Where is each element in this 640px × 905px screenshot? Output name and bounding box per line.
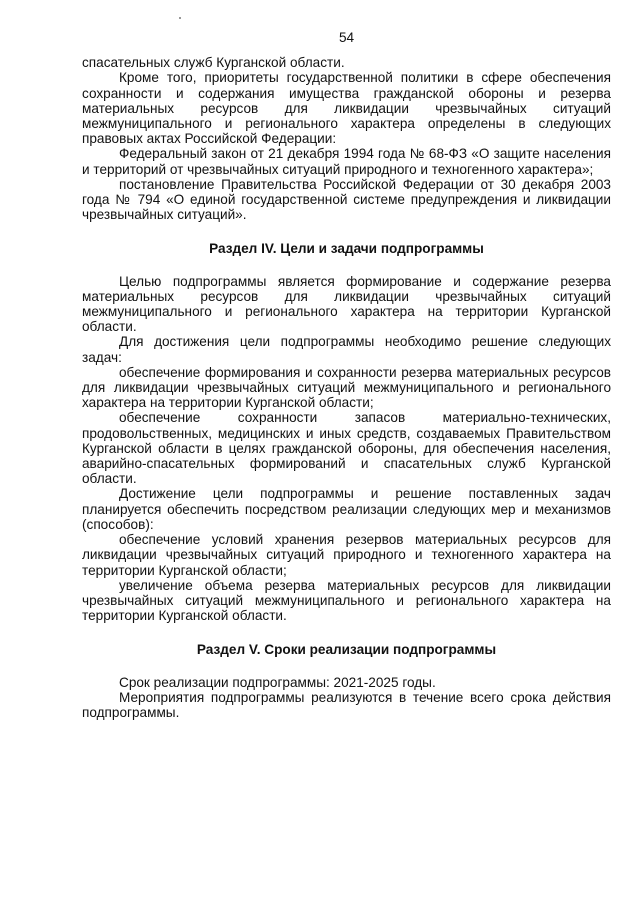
section-4-paragraph: Целью подпрограммы является формирование и содержание резерва материальных ресурсов для ликвидации чрезвычайных ситуаций межмуниципального и регионального характера на территории Курганской области. — [82, 273, 611, 335]
section-4-paragraph: Для достижения цели подпрограммы необходимо решение следующих задач: — [82, 334, 611, 365]
section-4-heading: Раздел IV. Цели и задачи подпрограммы — [209, 241, 484, 257]
section-4-paragraph: обеспечение условий хранения резервов материальных ресурсов для ликвидации чрезвычайных ситуаций природного и техногенного характера на территории Курганской области; — [82, 532, 611, 578]
page-number: 54 — [338, 30, 355, 45]
section-5-paragraph: Мероприятия подпрограммы реализуются в течение всего срока действия подпрограммы. — [82, 689, 611, 720]
section-5-heading: Раздел V. Сроки реализации подпрограммы — [196, 642, 497, 658]
section-5-paragraph: Срок реализации подпрограммы: 2021-2025 годы. — [119, 674, 436, 690]
section-4-paragraph: увеличение объема резерва материальных ресурсов для ликвидации чрезвычайных ситуаций межмуниципального и регионального характера на территории Курганской области. — [82, 577, 611, 624]
intro-continuation: спасательных служб Курганской области. — [82, 55, 345, 71]
section-4-paragraph: обеспечение формирования и сохранности резерва материальных ресурсов для ликвидации чрезвычайных ситуаций межмуниципального и регионального характера на территории Курганской области; — [82, 364, 611, 411]
intro-paragraph: Федеральный закон от 21 декабря 1994 года № 68-ФЗ «О защите населения и территорий от чрезвычайных ситуаций природного и техногенного характера»; — [82, 146, 611, 177]
intro-paragraph: постановление Правительства Российской Федерации от 30 декабря 2003 года № 794 «О единой государственной системе предупреждения и ликвидации чрезвычайных ситуаций». — [82, 176, 611, 223]
intro-paragraph: Кроме того, приоритеты государственной политики в сфере обеспечения сохранности и содержания имущества гражданской обороны и резерва материальных ресурсов для ликвидации чрезвычайных ситуаций межмуниципального и регионального характера определены в следующих правовых актах Российской Федерации: — [82, 70, 611, 147]
document-page — [82, 30, 611, 720]
scan-speck — [179, 17, 181, 19]
section-4-paragraph: Достижение цели подпрограммы и решение поставленных задач планируется обеспечить посредством реализации следующих мер и механизмов (способов): — [82, 486, 611, 532]
section-4-paragraph: обеспечение сохранности запасов материально-технических, продовольственных, медицинских и иных средств, создаваемых Правительством Курганской области в целях гражданской обороны, для обеспечения населения, аварийно-спасательных формирований и спасательных служб Курганской области. — [82, 410, 611, 487]
